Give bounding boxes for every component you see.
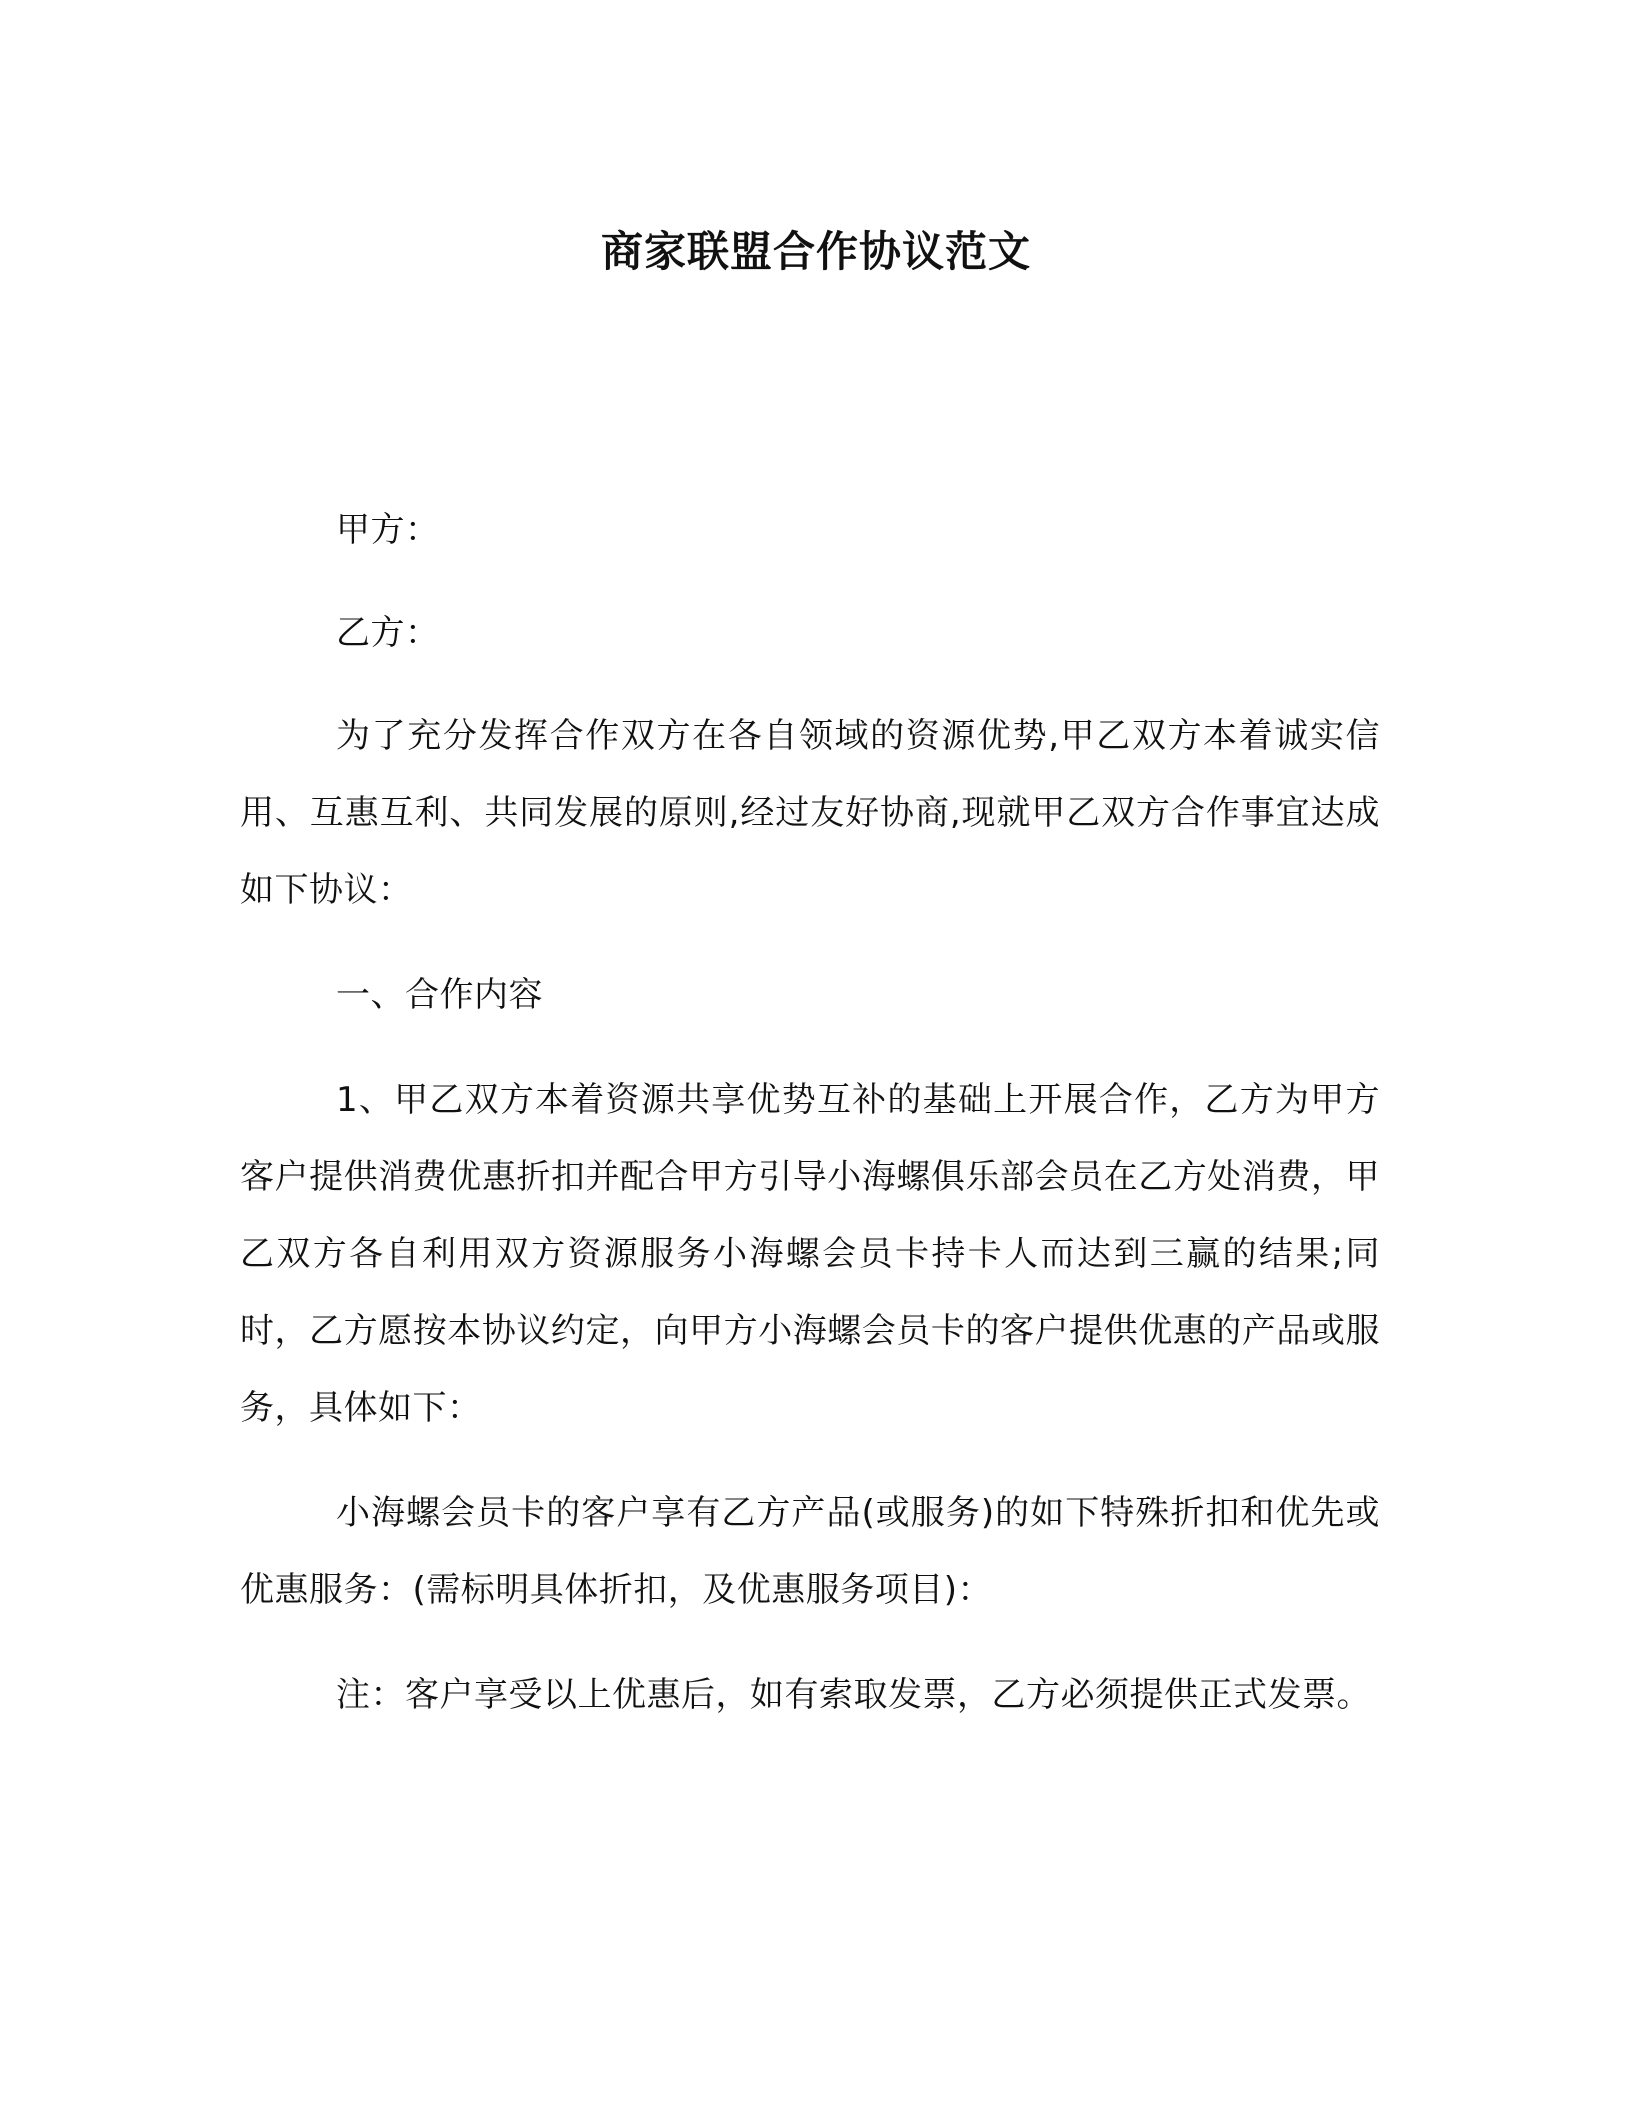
- section-heading-cooperation: 一、合作内容: [336, 975, 543, 1015]
- discount-paragraph: 小海螺会员卡的客户享有乙方产品(或服务)的如下特殊折扣和优先或优惠服务：(需标明具体折扣，及优惠服务项目)：: [240, 1493, 1380, 1610]
- document-title: 商家联盟合作协议范文: [600, 227, 1031, 276]
- party-a-field: 甲方：: [336, 510, 440, 550]
- note-paragraph: 注：客户享受以上优惠后，如有索取发票，乙方必须提供正式发票。: [336, 1675, 1371, 1715]
- intro-paragraph: 为了充分发挥合作双方在各自领域的资源优势,甲乙双方本着诚实信用、互惠互利、共同发展的原则,经过友好协商,现就甲乙双方合作事宜达成如下协议：: [240, 716, 1380, 910]
- party-b-field: 乙方：: [336, 613, 440, 653]
- clause-1-paragraph: 1、甲乙双方本着资源共享优势互补的基础上开展合作，乙方为甲方客户提供消费优惠折扣并配合甲方引导小海螺俱乐部会员在乙方处消费，甲乙双方各自利用双方资源服务小海螺会员卡持卡人而达到三赢的结果;同时，乙方愿按本协议约定，向甲方小海螺会员卡的客户提供优惠的产品或服务，具体如下：: [240, 1080, 1380, 1428]
- document-body: [240, 492, 1380, 1762]
